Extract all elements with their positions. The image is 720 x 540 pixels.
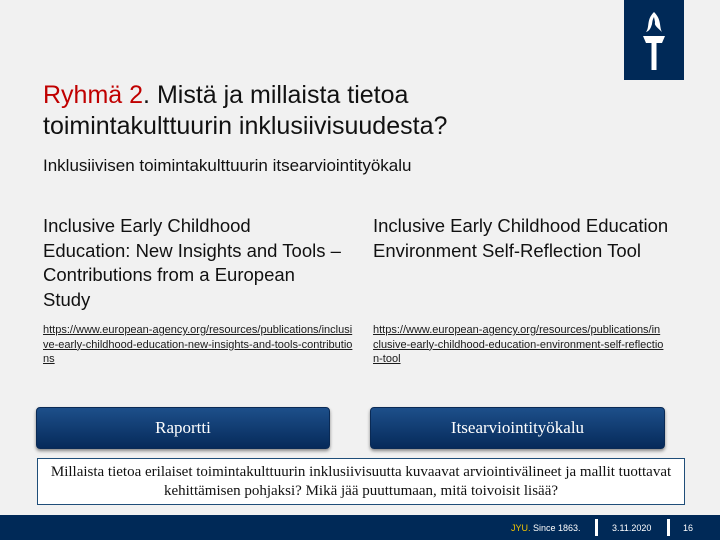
page-number: 16 [683, 523, 694, 533]
left-resource-title: Inclusive Early Childhood Education: New Insights and Tools – Contributions from a European Study [43, 215, 341, 310]
page-title [43, 80, 603, 142]
self-assessment-tool-button[interactable]: Itsearviointityökalu [370, 407, 665, 449]
footer-jyu: JYU. [511, 523, 531, 533]
page-subtitle: Inklusiivisen toimintakulttuurin itsearviointityökalu [43, 156, 412, 175]
discussion-question-box: Millaista tietoa erilaiset toimintakulttuurin inklusiivisuutta kuvaavat arviointivälineet ja mallit tuottavat kehittämisen pohjaksi? Mikä jää puuttumaan, mitä toivoisit lisää? [37, 458, 685, 505]
torch-icon [624, 0, 684, 80]
left-resource-link[interactable]: https://www.european-agency.org/resources/publications/inclusive-early-childhood-education-new-insights-and-tools-contributions [43, 324, 353, 365]
title-accent: Ryhmä 2 [43, 81, 144, 109]
footer-brand [511, 523, 581, 533]
title-text: . Mistä ja millaista tietoa toimintakulttuurin inklusiivisuudesta? [43, 81, 448, 140]
right-resource-title: Inclusive Early Childhood Education Environment Self-Reflection Tool [373, 215, 669, 261]
footer-date: 3.11.2020 [612, 523, 652, 533]
university-logo [624, 0, 684, 80]
footer-divider [667, 519, 670, 536]
footer-since: Since 1863. [530, 523, 581, 533]
right-resource-link[interactable]: https://www.european-agency.org/resources/publications/inclusive-early-childhood-education-environment-self-reflection-tool [373, 324, 664, 365]
footer-divider [595, 519, 598, 536]
footer-bar [0, 515, 720, 540]
report-button[interactable]: Raportti [36, 407, 330, 449]
